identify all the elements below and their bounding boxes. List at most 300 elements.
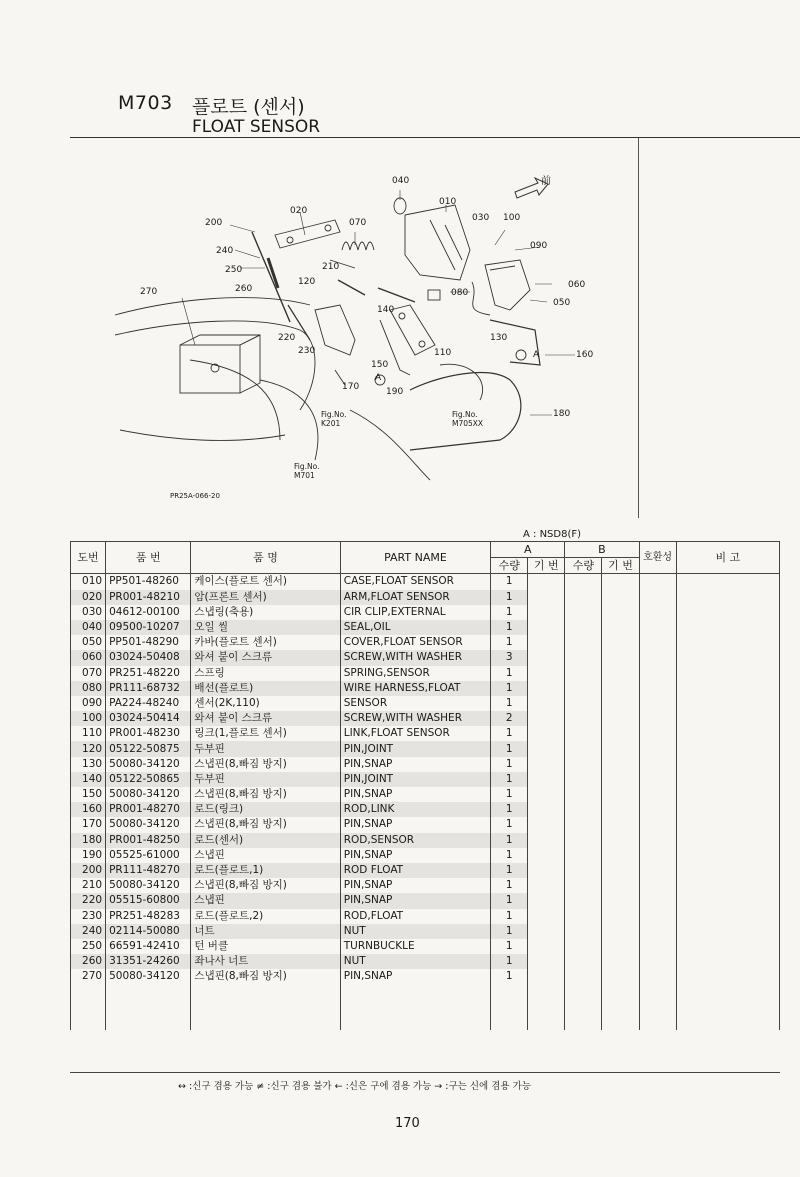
- table-row: [71, 574, 780, 590]
- remarks: [676, 787, 779, 802]
- qty-a: 1: [491, 696, 528, 711]
- qty-a: 1: [491, 939, 528, 954]
- model-a: [528, 681, 565, 696]
- table-row: [71, 666, 780, 681]
- table-row: [71, 757, 780, 772]
- table-row: [71, 590, 780, 605]
- remarks: [676, 954, 779, 969]
- part-number: 04612-00100: [106, 605, 191, 620]
- remarks: [676, 909, 779, 924]
- qty-b: [565, 954, 602, 969]
- part-name-ko: 로드(센서): [191, 833, 340, 848]
- model-a: [528, 772, 565, 787]
- qty-a: 1: [491, 681, 528, 696]
- interchange: [639, 757, 676, 772]
- part-name-ko: 스냅핀(8,빠짐 방지): [191, 878, 340, 893]
- qty-a: 1: [491, 757, 528, 772]
- part-name-ko: 좌나사 너트: [191, 954, 340, 969]
- ref-no: 040: [71, 620, 106, 635]
- callout-180: 180: [553, 409, 571, 419]
- part-name-en: PIN,SNAP: [340, 893, 490, 908]
- callout-230: 230: [298, 346, 316, 356]
- empty-cell: [491, 1015, 528, 1030]
- callout-110: 110: [434, 348, 452, 358]
- qty-b: [565, 802, 602, 817]
- model-b: [602, 620, 639, 635]
- model-a: [528, 939, 565, 954]
- callout-140: 140: [377, 305, 395, 315]
- remarks: [676, 848, 779, 863]
- table-row: [71, 833, 780, 848]
- empty-cell: [602, 1015, 639, 1030]
- part-name-en: PIN,SNAP: [340, 787, 490, 802]
- callout-190: 190: [386, 387, 404, 397]
- model-a: [528, 833, 565, 848]
- model-a: [528, 969, 565, 984]
- ref-no: 050: [71, 635, 106, 650]
- remarks: [676, 939, 779, 954]
- qty-a: 1: [491, 954, 528, 969]
- part-number: PR251-48283: [106, 909, 191, 924]
- callout-080: 080: [451, 288, 469, 298]
- interchange: [639, 635, 676, 650]
- qty-b: [565, 787, 602, 802]
- ref-no: 160: [71, 802, 106, 817]
- part-name-ko: 카바(플로트 센서): [191, 635, 340, 650]
- empty-cell: [71, 1000, 106, 1015]
- part-name-ko: 스냅링(축용): [191, 605, 340, 620]
- model-b: [602, 893, 639, 908]
- table-row: [71, 711, 780, 726]
- page-title-korean: 플로트 (센서): [192, 96, 305, 118]
- remarks: [676, 817, 779, 832]
- interchange: [639, 681, 676, 696]
- qty-b: [565, 772, 602, 787]
- part-name-en: ROD,FLOAT: [340, 909, 490, 924]
- table-row: [71, 954, 780, 969]
- table-row: [71, 969, 780, 984]
- qty-a: 1: [491, 909, 528, 924]
- part-number: 02114-50080: [106, 924, 191, 939]
- empty-cell: [71, 984, 106, 999]
- qty-a: 1: [491, 772, 528, 787]
- part-name-ko: 오일 씰: [191, 620, 340, 635]
- model-b: [602, 574, 639, 590]
- qty-b: [565, 605, 602, 620]
- part-name-en: WIRE HARNESS,FLOAT: [340, 681, 490, 696]
- callout-010: 010: [439, 197, 457, 207]
- part-name-ko: 너트: [191, 924, 340, 939]
- interchange: [639, 924, 676, 939]
- ref-no: 070: [71, 666, 106, 681]
- interchange: [639, 878, 676, 893]
- ref-no: 100: [71, 711, 106, 726]
- ref-no: 250: [71, 939, 106, 954]
- part-number: 50080-34120: [106, 817, 191, 832]
- model-b: [602, 878, 639, 893]
- part-name-ko: 두부핀: [191, 741, 340, 756]
- qty-b: [565, 574, 602, 590]
- model-b: [602, 650, 639, 665]
- col-header-group-b: B: [565, 542, 639, 558]
- page-title-english: FLOAT SENSOR: [192, 117, 321, 137]
- model-a: [528, 726, 565, 741]
- qty-b: [565, 757, 602, 772]
- ref-no: 130: [71, 757, 106, 772]
- model-b: [602, 757, 639, 772]
- callout-150: 150: [371, 360, 389, 370]
- part-number: 66591-42410: [106, 939, 191, 954]
- part-name-en: COVER,FLOAT SENSOR: [340, 635, 490, 650]
- ref-no: 270: [71, 969, 106, 984]
- model-b: [602, 772, 639, 787]
- interchange: [639, 620, 676, 635]
- table-row: [71, 863, 780, 878]
- table-row-empty: [71, 1000, 780, 1015]
- model-a: [528, 711, 565, 726]
- part-name-en: SCREW,WITH WASHER: [340, 711, 490, 726]
- col-header-model-b: 기 번: [602, 558, 639, 574]
- model-b: [602, 696, 639, 711]
- ref-no: 190: [71, 848, 106, 863]
- part-name-ko: 케이스(플로트 센서): [191, 574, 340, 590]
- interchange: [639, 802, 676, 817]
- col-header-qty-b: 수량: [565, 558, 602, 574]
- part-number: 03024-50414: [106, 711, 191, 726]
- part-name-ko: 센서(2K,110): [191, 696, 340, 711]
- page-number: 170: [395, 1116, 420, 1131]
- fig-ref-k201: Fig.No. K201: [321, 410, 347, 428]
- remarks: [676, 772, 779, 787]
- ref-no: 010: [71, 574, 106, 590]
- model-a: [528, 924, 565, 939]
- callout-040: 040: [392, 176, 410, 186]
- part-number: 50080-34120: [106, 787, 191, 802]
- front-direction-mark: 前: [541, 176, 551, 187]
- table-row: [71, 848, 780, 863]
- part-name-en: NUT: [340, 924, 490, 939]
- table-row-empty: [71, 1015, 780, 1030]
- ref-no: 170: [71, 817, 106, 832]
- remarks: [676, 574, 779, 590]
- ref-no: 260: [71, 954, 106, 969]
- part-number: 50080-34120: [106, 878, 191, 893]
- part-name-ko: 스프링: [191, 666, 340, 681]
- remarks: [676, 696, 779, 711]
- part-name-ko: 스냅핀(8,빠짐 방지): [191, 817, 340, 832]
- part-number: 05515-60800: [106, 893, 191, 908]
- qty-a: 1: [491, 817, 528, 832]
- qty-b: [565, 711, 602, 726]
- part-name-ko: 로드(플로트,1): [191, 863, 340, 878]
- ref-no: 150: [71, 787, 106, 802]
- table-row: [71, 650, 780, 665]
- part-name-en: PIN,SNAP: [340, 878, 490, 893]
- part-number: PR111-68732: [106, 681, 191, 696]
- qty-b: [565, 909, 602, 924]
- part-name-en: PIN,SNAP: [340, 848, 490, 863]
- model-a: [528, 635, 565, 650]
- model-a: [528, 741, 565, 756]
- qty-b: [565, 924, 602, 939]
- part-name-ko: 로드(링크): [191, 802, 340, 817]
- part-name-en: SPRING,SENSOR: [340, 666, 490, 681]
- qty-b: [565, 726, 602, 741]
- qty-a: 1: [491, 787, 528, 802]
- part-name-ko: 턴 버클: [191, 939, 340, 954]
- interchange: [639, 574, 676, 590]
- table-row: [71, 924, 780, 939]
- part-name-en: LINK,FLOAT SENSOR: [340, 726, 490, 741]
- qty-b: [565, 590, 602, 605]
- part-name-en: ROD,SENSOR: [340, 833, 490, 848]
- ref-no: 210: [71, 878, 106, 893]
- remarks: [676, 924, 779, 939]
- model-a: [528, 574, 565, 590]
- model-b: [602, 726, 639, 741]
- empty-cell: [565, 984, 602, 999]
- title-rule: [70, 137, 800, 138]
- qty-a: 1: [491, 863, 528, 878]
- table-row: [71, 681, 780, 696]
- table-row: [71, 787, 780, 802]
- part-number: PR001-48250: [106, 833, 191, 848]
- ref-no: 140: [71, 772, 106, 787]
- callout-030: 030: [472, 213, 490, 223]
- ref-marker-a: A: [375, 373, 382, 383]
- qty-b: [565, 650, 602, 665]
- model-a: [528, 696, 565, 711]
- model-b: [602, 802, 639, 817]
- callout-250: 250: [225, 265, 243, 275]
- part-name-en: SCREW,WITH WASHER: [340, 650, 490, 665]
- table-row: [71, 605, 780, 620]
- part-name-en: TURNBUCKLE: [340, 939, 490, 954]
- part-name-ko: 와셔 붙이 스크류: [191, 711, 340, 726]
- part-name-ko: 스냅핀(8,빠짐 방지): [191, 787, 340, 802]
- callout-100: 100: [503, 213, 521, 223]
- model-a: [528, 620, 565, 635]
- qty-a: 1: [491, 833, 528, 848]
- col-header-part-no: 품 번: [106, 542, 191, 574]
- ref-no: 060: [71, 650, 106, 665]
- remarks: [676, 726, 779, 741]
- parts-table: [70, 541, 780, 1030]
- part-number: PR251-48220: [106, 666, 191, 681]
- empty-cell: [528, 1015, 565, 1030]
- remarks: [676, 741, 779, 756]
- qty-a: 1: [491, 620, 528, 635]
- empty-cell: [340, 1015, 490, 1030]
- callout-120: 120: [298, 277, 316, 287]
- model-b: [602, 909, 639, 924]
- table-row-empty: [71, 984, 780, 999]
- model-a: [528, 666, 565, 681]
- qty-a: 3: [491, 650, 528, 665]
- model-a: [528, 590, 565, 605]
- remarks: [676, 681, 779, 696]
- callout-240: 240: [216, 246, 234, 256]
- part-name-ko: 스냅핀: [191, 893, 340, 908]
- ref-no: 200: [71, 863, 106, 878]
- interchange: [639, 711, 676, 726]
- qty-b: [565, 635, 602, 650]
- remarks: [676, 893, 779, 908]
- model-b: [602, 711, 639, 726]
- callout-210: 210: [322, 262, 340, 272]
- empty-cell: [191, 984, 340, 999]
- col-header-model-a: 기 번: [528, 558, 565, 574]
- qty-a: 1: [491, 574, 528, 590]
- col-header-no: 도번: [71, 542, 106, 574]
- model-b: [602, 833, 639, 848]
- fig-ref-m705: Fig.No. M705XX: [452, 410, 484, 428]
- part-name-ko: 링크(1,플로트 센서): [191, 726, 340, 741]
- model-b: [602, 939, 639, 954]
- empty-cell: [565, 1015, 602, 1030]
- callout-220: 220: [278, 333, 296, 343]
- part-name-en: PIN,JOINT: [340, 772, 490, 787]
- empty-cell: [639, 984, 676, 999]
- callout-270: 270: [140, 287, 158, 297]
- callout-160: 160: [576, 350, 594, 360]
- part-name-ko: 스냅핀(8,빠짐 방지): [191, 757, 340, 772]
- part-number: 50080-34120: [106, 969, 191, 984]
- remarks: [676, 833, 779, 848]
- model-a: [528, 650, 565, 665]
- empty-cell: [491, 1000, 528, 1015]
- interchange: [639, 696, 676, 711]
- part-number: 05525-61000: [106, 848, 191, 863]
- interchange: [639, 666, 676, 681]
- part-name-en: PIN,SNAP: [340, 757, 490, 772]
- qty-a: 1: [491, 635, 528, 650]
- qty-b: [565, 863, 602, 878]
- empty-cell: [602, 984, 639, 999]
- part-name-en: ROD,LINK: [340, 802, 490, 817]
- table-row: [71, 635, 780, 650]
- qty-b: [565, 681, 602, 696]
- ref-no: 120: [71, 741, 106, 756]
- table-row: [71, 772, 780, 787]
- callout-090: 090: [530, 241, 548, 251]
- model-b: [602, 863, 639, 878]
- interchange: [639, 833, 676, 848]
- part-number: PP501-48290: [106, 635, 191, 650]
- part-name-en: ARM,FLOAT SENSOR: [340, 590, 490, 605]
- empty-cell: [71, 1015, 106, 1030]
- empty-cell: [602, 1000, 639, 1015]
- part-name-ko: 로드(플로트,2): [191, 909, 340, 924]
- remarks: [676, 650, 779, 665]
- remarks: [676, 757, 779, 772]
- qty-b: [565, 848, 602, 863]
- col-header-qty-a: 수량: [491, 558, 528, 574]
- ref-no: 030: [71, 605, 106, 620]
- model-b: [602, 681, 639, 696]
- part-number: 05122-50875: [106, 741, 191, 756]
- table-row: [71, 620, 780, 635]
- part-number: 50080-34120: [106, 757, 191, 772]
- model-a: [528, 757, 565, 772]
- qty-a: 1: [491, 924, 528, 939]
- interchange: [639, 590, 676, 605]
- model-b: [602, 954, 639, 969]
- qty-a: 1: [491, 590, 528, 605]
- remarks: [676, 666, 779, 681]
- callout-170: 170: [342, 382, 360, 392]
- empty-cell: [106, 1000, 191, 1015]
- qty-b: [565, 969, 602, 984]
- part-name-en: NUT: [340, 954, 490, 969]
- fig-ref-m701: Fig.No. M701: [294, 462, 320, 480]
- interchange-legend: ↔ :신구 겸용 가능 ≠ :신구 겸용 불가 ← :신은 구에 겸용 가능 → :구는 신에 겸용 가능: [178, 1081, 531, 1092]
- part-name-en: PIN,SNAP: [340, 969, 490, 984]
- qty-a: 1: [491, 666, 528, 681]
- empty-cell: [528, 984, 565, 999]
- table-row: [71, 817, 780, 832]
- callout-130: 130: [490, 333, 508, 343]
- part-number: PR001-48210: [106, 590, 191, 605]
- ref-no: 080: [71, 681, 106, 696]
- callout-050: 050: [553, 298, 571, 308]
- interchange: [639, 650, 676, 665]
- remarks: [676, 605, 779, 620]
- col-header-group-a: A: [491, 542, 565, 558]
- ref-no: 180: [71, 833, 106, 848]
- page-title-code: M703: [118, 92, 173, 114]
- model-b: [602, 741, 639, 756]
- interchange: [639, 969, 676, 984]
- model-a: [528, 893, 565, 908]
- qty-a: 1: [491, 605, 528, 620]
- model-a: [528, 878, 565, 893]
- remarks: [676, 590, 779, 605]
- part-number: 05122-50865: [106, 772, 191, 787]
- model-a: [528, 909, 565, 924]
- interchange: [639, 817, 676, 832]
- table-bottom-rule: [70, 1072, 780, 1073]
- part-name-en: SEAL,OIL: [340, 620, 490, 635]
- empty-cell: [639, 1000, 676, 1015]
- interchange: [639, 939, 676, 954]
- model-a: [528, 954, 565, 969]
- part-number: 03024-50408: [106, 650, 191, 665]
- interchange: [639, 909, 676, 924]
- empty-cell: [340, 984, 490, 999]
- remarks: [676, 711, 779, 726]
- part-name-en: SENSOR: [340, 696, 490, 711]
- interchange: [639, 741, 676, 756]
- part-name-ko: 두부핀: [191, 772, 340, 787]
- interchange: [639, 787, 676, 802]
- interchange: [639, 863, 676, 878]
- model-b: [602, 635, 639, 650]
- qty-b: [565, 939, 602, 954]
- model-b: [602, 787, 639, 802]
- ref-no: 220: [71, 893, 106, 908]
- remarks: [676, 863, 779, 878]
- model-a: [528, 863, 565, 878]
- empty-cell: [340, 1000, 490, 1015]
- empty-cell: [106, 1015, 191, 1030]
- col-header-name-ko: 품 명: [191, 542, 340, 574]
- empty-cell: [565, 1000, 602, 1015]
- table-row: [71, 726, 780, 741]
- model-a: [528, 817, 565, 832]
- empty-cell: [491, 984, 528, 999]
- model-b: [602, 605, 639, 620]
